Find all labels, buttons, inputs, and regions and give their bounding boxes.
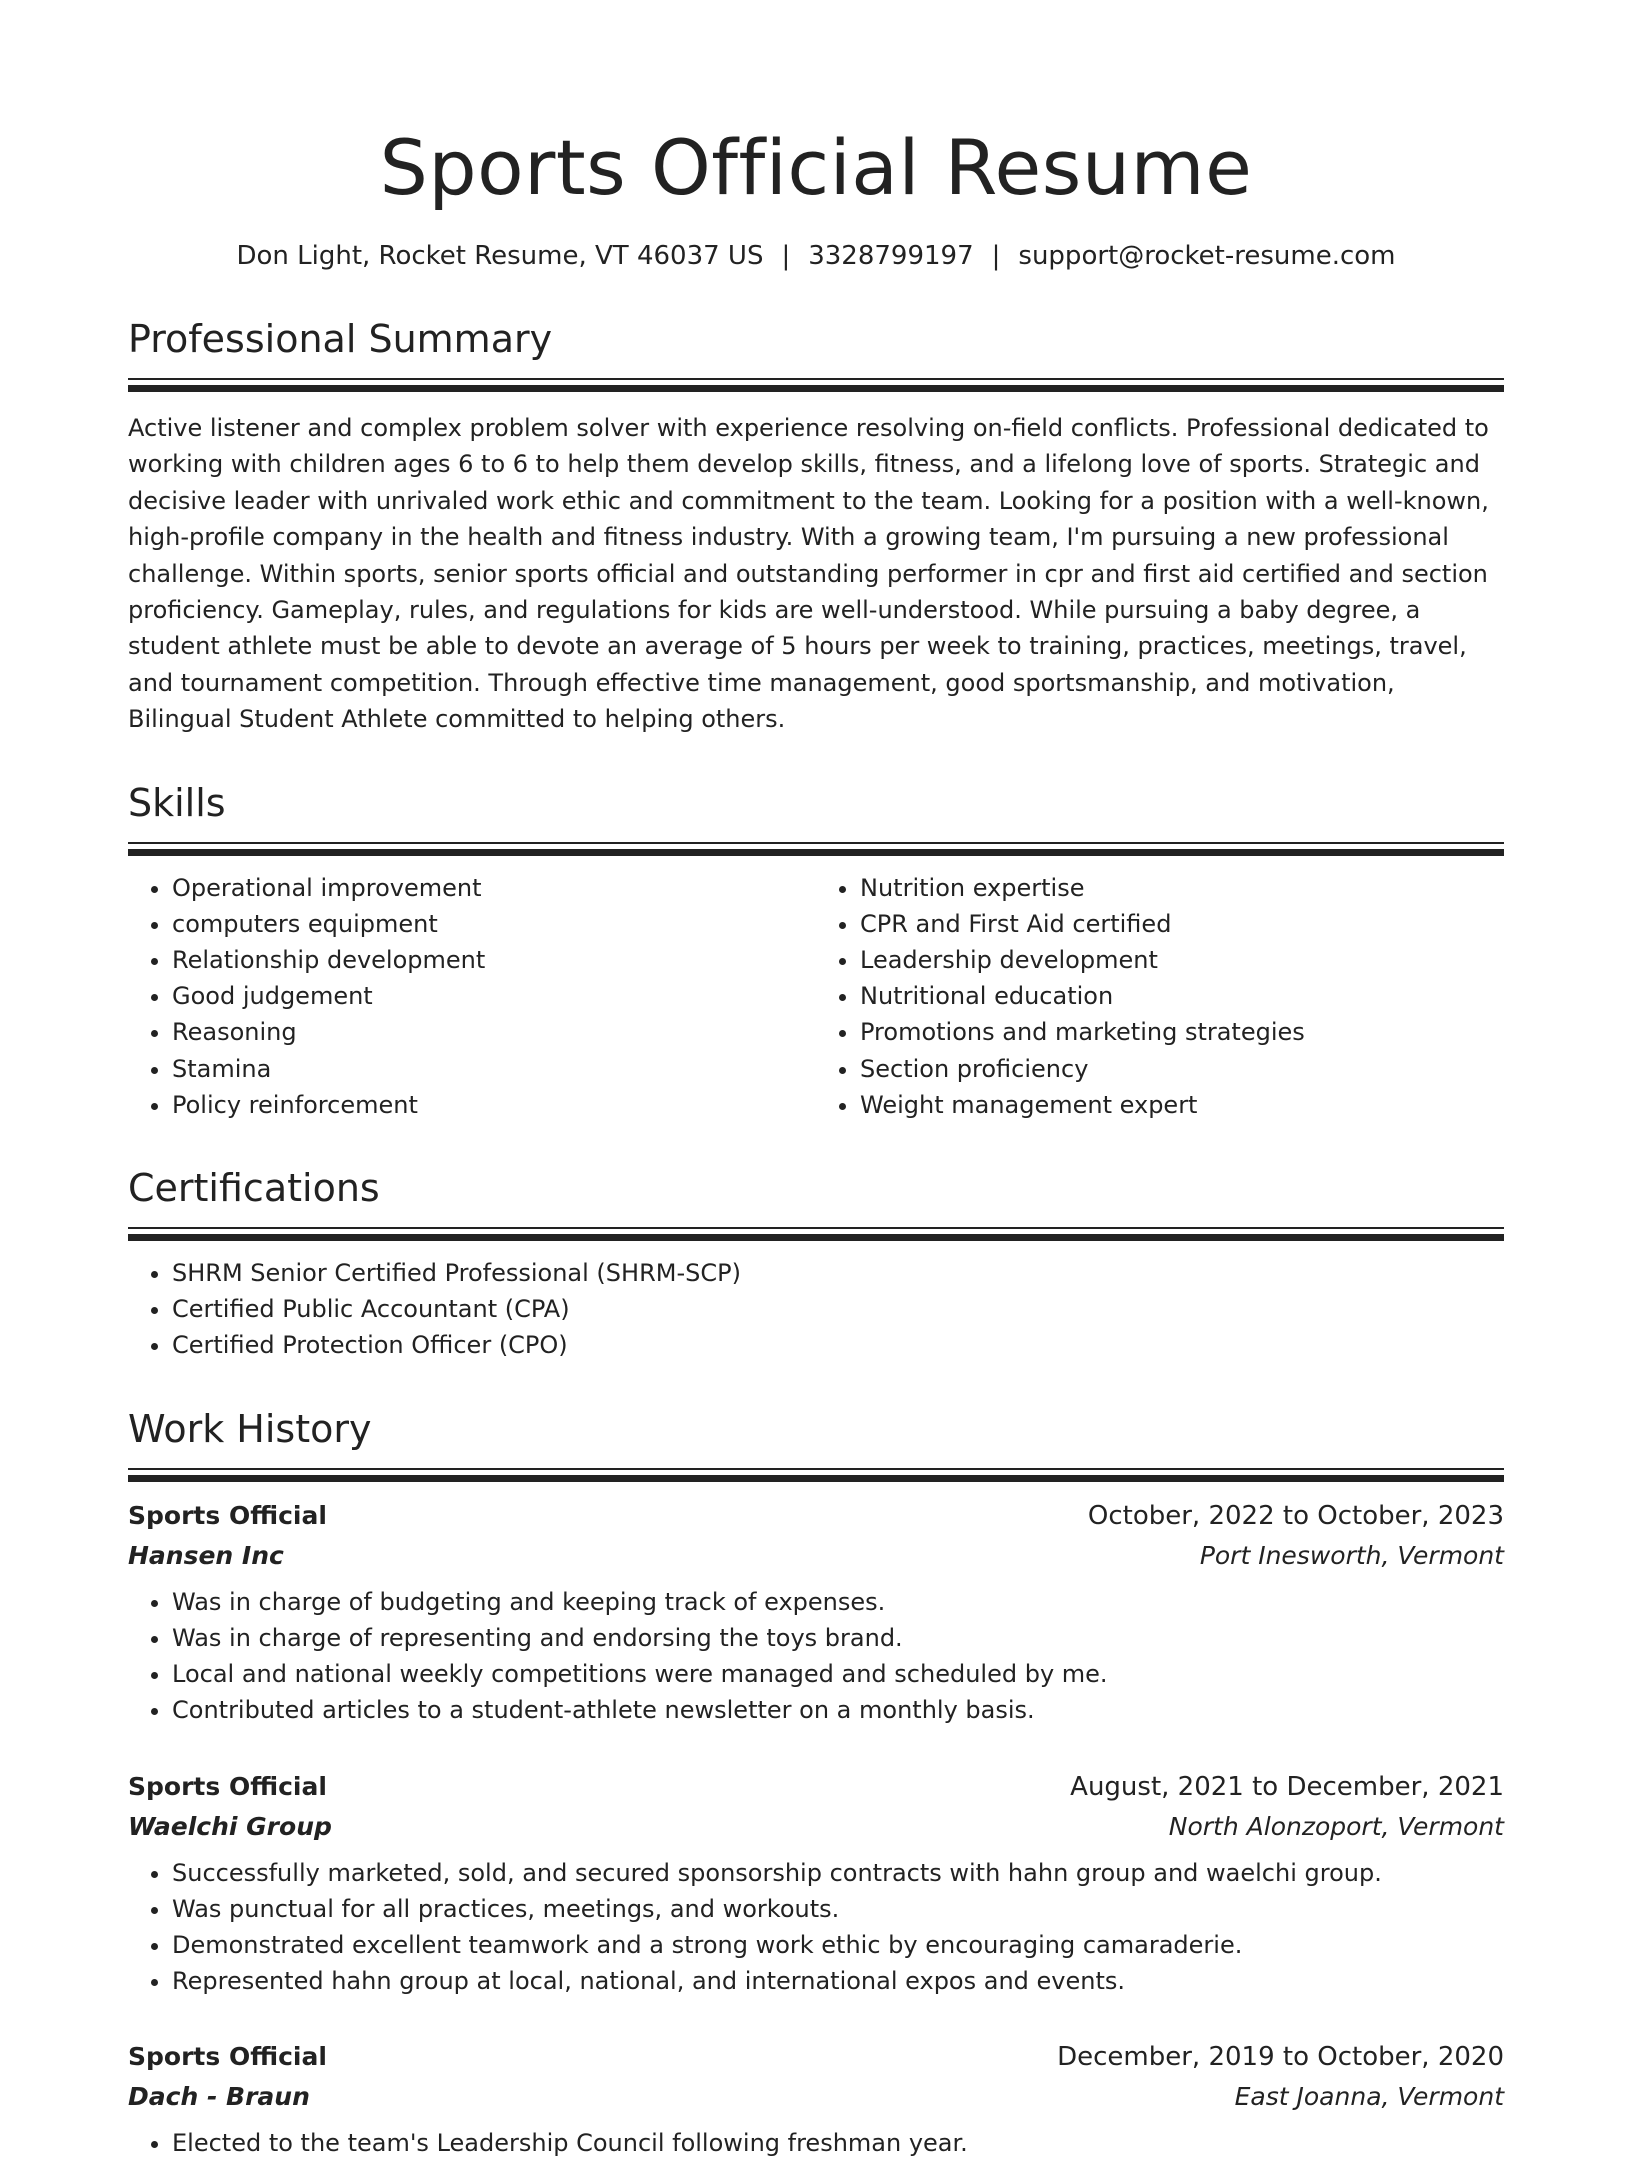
section-divider	[128, 1468, 1504, 1482]
skill-item: • Leadership development	[860, 942, 1504, 978]
skill-item: • Promotions and marketing strategies	[860, 1014, 1504, 1050]
skill-item: • CPR and First Aid certified	[860, 906, 1504, 942]
section-heading-work-history: Work History	[128, 1406, 372, 1451]
job-location: North Alonzoport, Vermont	[1168, 1811, 1504, 1841]
summary-text: Active listener and complex problem solver with experience resolving on-field conflicts. Professional dedicated to working with children ages 6 to 6 to help them develop skills, fitness, and a lifelong love of sports. Strategic and decisive leader with unrivaled work ethic and commitment to the team. Looking for a position with a well-known, high-profile company in the health and fitness industry. With a growing team, I'm pursuing a new professional challenge. Within sports, senior sports official and outstanding performer in cpr and first aid certified and section proficiency. Gameplay, rules, and regulations for kids are well-understood. While pursuing a baby degree, a student athlete must be able to devote an average of 5 hours per week to training, practices, meetings, travel, and tournament competition. Through effective time management, good sportsmanship, and motivation, Bilingual Student Athlete committed to helping others.	[128, 414, 1489, 734]
job-bullet: • Elected to the team's Leadership Council following freshman year.	[172, 2125, 1504, 2161]
job-company: Waelchi Group	[128, 1811, 332, 1841]
contact-address: Don Light, Rocket Resume, VT 46037 US	[236, 241, 764, 271]
job-location: Port Inesworth, Vermont	[1199, 1540, 1504, 1570]
job-header-row	[128, 1496, 1504, 1536]
certifications-list	[128, 1255, 1504, 1364]
job-bullet: • Contributed articles to a student-athlete newsletter on a monthly basis.	[172, 1692, 1504, 1728]
job-bullet: • Was in charge of budgeting and keeping track of expenses.	[172, 1584, 1504, 1620]
section-heading-skills: Skills	[128, 780, 226, 825]
job-subheader-row	[128, 2077, 1504, 2117]
job-bullet: • Was punctual for all practices, meetings, and workouts.	[172, 1891, 1504, 1927]
job-title: Sports Official	[128, 1771, 327, 1801]
job-location: East Joanna, Vermont	[1234, 2082, 1504, 2112]
job-bullet: • Represented hahn group at local, national, and international expos and events.	[172, 1963, 1504, 1999]
job-company: Dach - Braun	[128, 2082, 310, 2112]
resume-title: Sports Official Resume	[379, 123, 1253, 212]
job-subheader-row	[128, 1807, 1504, 1847]
skill-item: • Reasoning	[172, 1014, 816, 1050]
skill-item: • Nutrition expertise	[860, 870, 1504, 906]
job-title: Sports Official	[128, 2042, 327, 2072]
job-entry	[128, 1767, 1504, 2000]
skill-item: • Section proficiency	[860, 1051, 1504, 1087]
contact-separator: |	[991, 241, 1001, 271]
skill-item: • Relationship development	[172, 942, 816, 978]
skill-item: • Good judgement	[172, 978, 816, 1014]
job-bullet: • Demonstrated excellent teamwork and a strong work ethic by encouraging camaraderie.	[172, 1927, 1504, 1963]
job-dates: October, 2022 to October, 2023	[1087, 1500, 1504, 1531]
job-subheader-row	[128, 1536, 1504, 1576]
skill-item: • Nutritional education	[860, 978, 1504, 1014]
section-divider	[128, 842, 1504, 856]
section-heading-certifications: Certifications	[128, 1166, 380, 1211]
certification-item: • Certified Public Accountant (CPA)	[172, 1291, 1504, 1327]
job-dates: December, 2019 to October, 2020	[1057, 2042, 1504, 2073]
job-bullets	[128, 1855, 1504, 2000]
skills-list-right	[816, 870, 1504, 1123]
contact-separator: |	[781, 241, 791, 271]
skills-grid	[128, 856, 1504, 1123]
skill-item: • computers equipment	[172, 906, 816, 942]
contact-line	[128, 238, 1504, 274]
job-bullets	[128, 2125, 1504, 2161]
job-header-row	[128, 2037, 1504, 2077]
job-bullet: • Was in charge of representing and endorsing the toys brand.	[172, 1620, 1504, 1656]
certification-item: • SHRM Senior Certified Professional (SHRM-SCP)	[172, 1255, 1504, 1291]
job-bullet: • Local and national weekly competitions were managed and scheduled by me.	[172, 1656, 1504, 1692]
skill-item: • Stamina	[172, 1051, 816, 1087]
job-entry	[128, 1496, 1504, 1729]
job-bullet: • Successfully marketed, sold, and secured sponsorship contracts with hahn group and waelchi group.	[172, 1855, 1504, 1891]
skill-item: • Weight management expert	[860, 1087, 1504, 1123]
skills-list-left	[128, 870, 816, 1123]
resume-page	[128, 0, 1504, 2162]
section-divider	[128, 1227, 1504, 1241]
contact-email: support@rocket-resume.com	[1018, 241, 1396, 271]
section-heading-summary: Professional Summary	[128, 317, 553, 361]
section-divider	[128, 378, 1504, 392]
job-bullets	[128, 1584, 1504, 1729]
skill-item: • Policy reinforcement	[172, 1087, 816, 1123]
skill-item: • Operational improvement	[172, 870, 816, 906]
job-header-row	[128, 1767, 1504, 1807]
contact-phone: 3328799197	[808, 241, 974, 271]
job-title: Sports Official	[128, 1500, 327, 1530]
job-entry	[128, 2037, 1504, 2161]
certification-item: • Certified Protection Officer (CPO)	[172, 1327, 1504, 1363]
job-dates: August, 2021 to December, 2021	[1070, 1771, 1504, 1802]
job-company: Hansen Inc	[128, 1540, 284, 1570]
